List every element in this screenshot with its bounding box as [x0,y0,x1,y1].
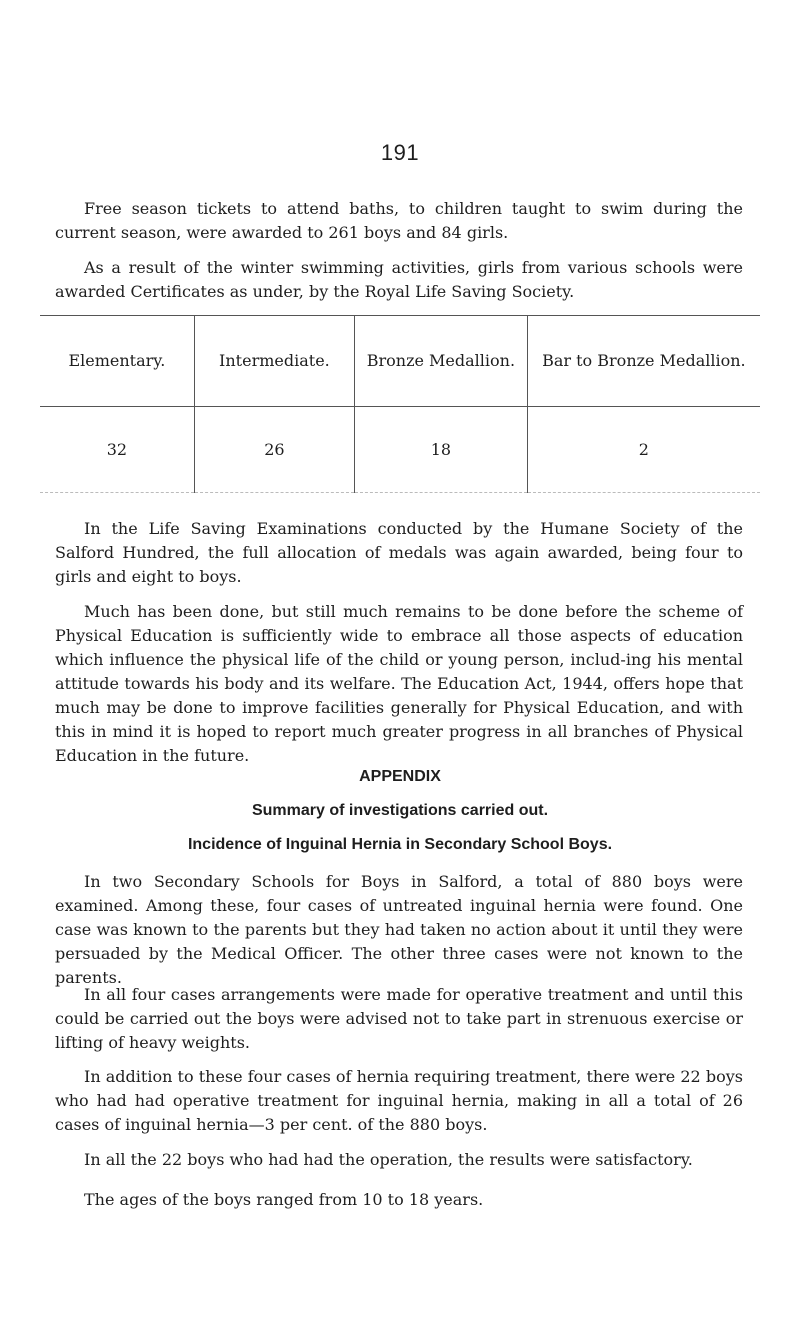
paragraph-hernia-additional: In addition to these four cases of hernia requiring treatment, there were 22 boys who had had operative treatment for inguinal hernia, making in all a total of 26 cases of inguinal hernia—3 per cent. of the 880 boys. [55,1067,743,1134]
page-number: 191 [380,140,420,165]
table-cell: 32 [40,407,194,493]
table-cell: 18 [355,407,528,493]
table-header-cell: Elementary. [40,316,194,407]
appendix-title: APPENDIX [359,768,441,785]
paragraph-ages: The ages of the boys ranged from 10 to 18 years. [84,1190,484,1209]
appendix-section-title: Incidence of Inguinal Hernia in Secondary School Boys. [187,836,613,853]
table-cell: 2 [527,407,760,493]
table-row [40,407,760,493]
paragraph-swimming-tickets: Free season tickets to attend baths, to children taught to swim during the current season, were awarded to 261 boys and 84 girls. [55,199,743,242]
table-header-cell: Intermediate. [194,316,354,407]
paragraph-hernia-treatment: In all four cases arrangements were made for operative treatment and until this could be carried out the boys were advised not to take part in strenuous exercise or lifting of heavy weights. [55,985,743,1052]
paragraph-operation-results: In all the 22 boys who had had the operation, the results were satisfactory. [84,1150,693,1169]
paragraph-hernia-exam: In two Secondary Schools for Boys in Salford, a total of 880 boys were examined. Among these, four cases of untreated inguinal hernia were found. One case was known to the parents but they had taken no action about it until they were persuaded by the Medical Officer. The other three cases were not known to the parents. [55,872,743,987]
table-cell: 26 [194,407,354,493]
table-header-row [40,316,760,407]
certificates-table [40,315,760,493]
paragraph-certificates-intro: As a result of the winter swimming activities, girls from various schools were awarded Certificates as under, by the Royal Life Saving Society. [55,258,743,301]
table-header-cell: Bronze Medallion. [355,316,528,407]
table-header-cell: Bar to Bronze Medallion. [527,316,760,407]
appendix-subtitle: Summary of investigations carried out. [251,802,549,819]
paragraph-physical-education: Much has been done, but still much remains to be done before the scheme of Physical Education is sufficiently wide to embrace all those aspects of education which influence the physical life of the child or young person, includ-ing his mental attitude towards his body and its welfare. The Education Act, 1944, offers hope that much may be done to improve facilities generally for Physical Education, and with this in mind it is hoped to report much greater progress in all branches of Physical Education in the future. [55,602,743,765]
paragraph-life-saving: In the Life Saving Examinations conducted by the Humane Society of the Salford Hundred, the full allocation of medals was again awarded, being four to girls and eight to boys. [55,519,743,586]
